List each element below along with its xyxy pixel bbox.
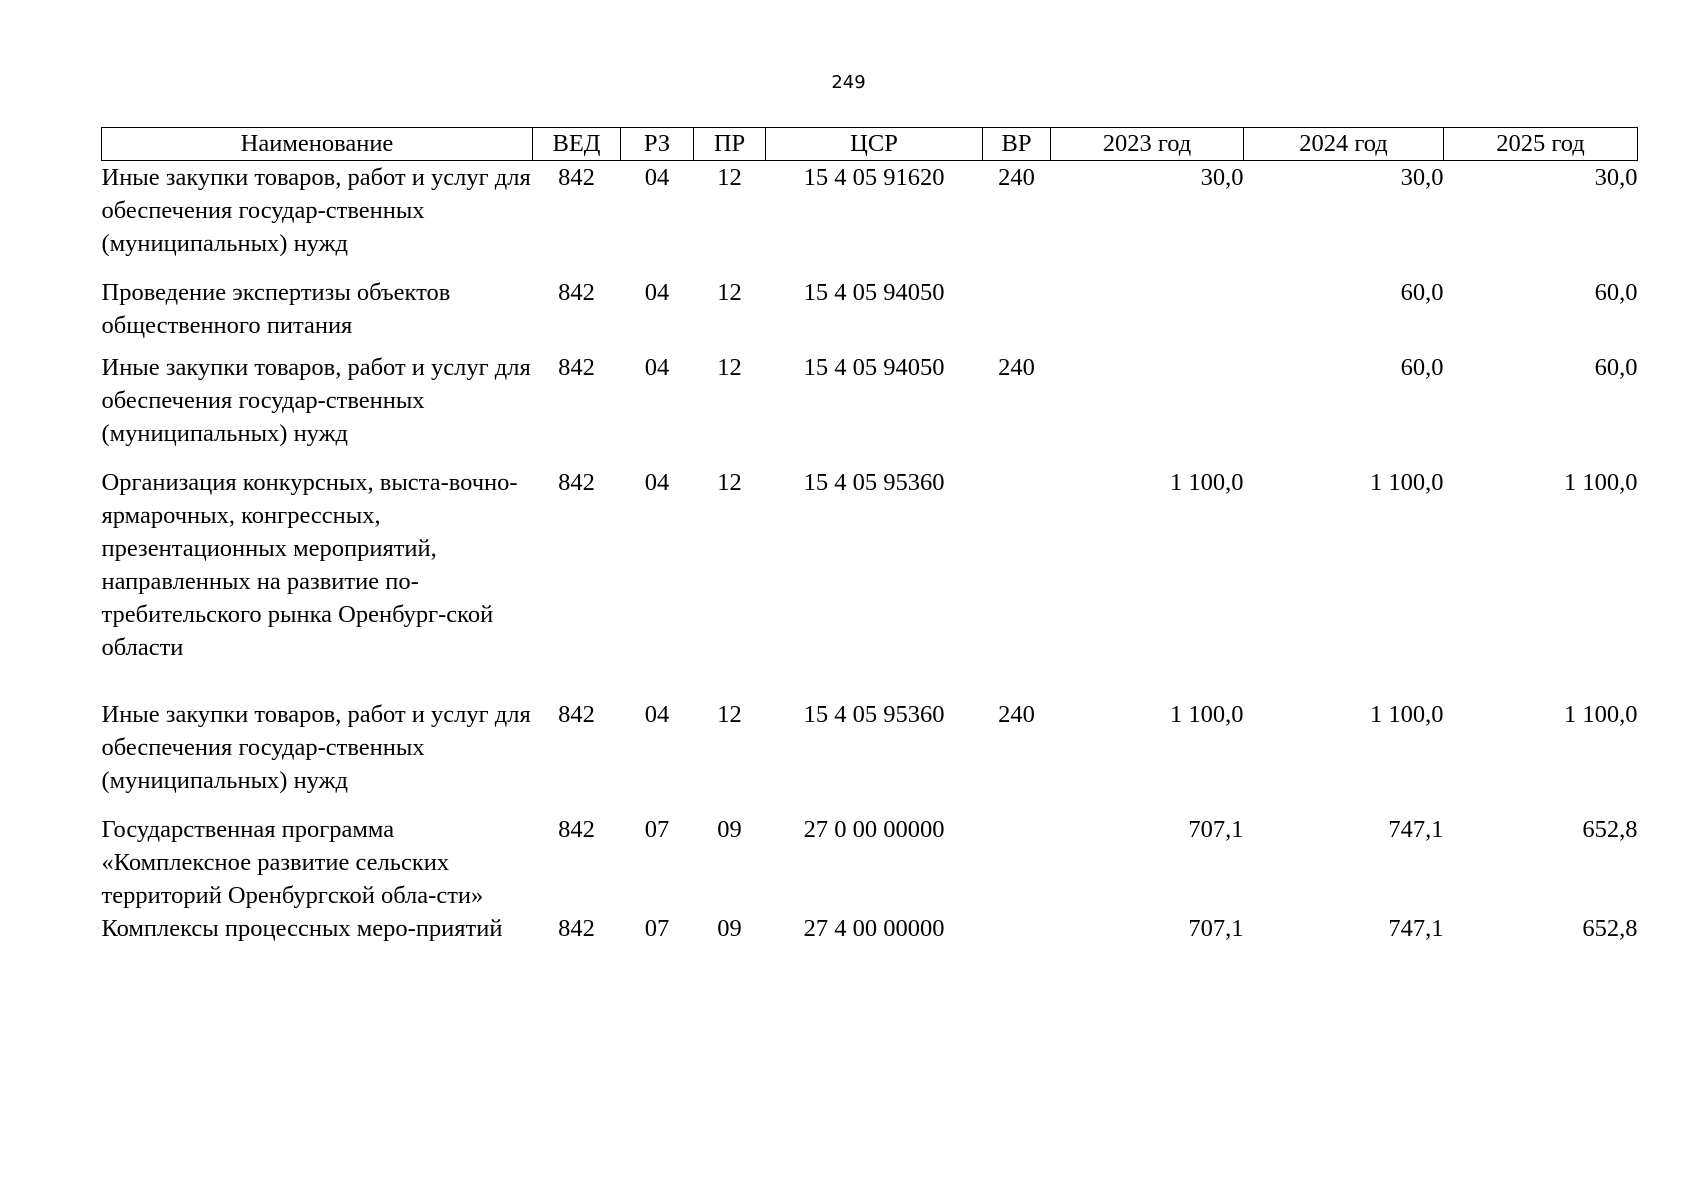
cell-2025: 1 100,0 — [1564, 469, 1638, 496]
cell-2024: 747,1 — [1388, 915, 1444, 942]
header-name: Наименование — [102, 128, 533, 161]
cell-rz: 04 — [644, 279, 670, 306]
table-row — [102, 276, 1638, 351]
cell-2024: 30,0 — [1400, 164, 1444, 191]
header-ved: ВЕД — [533, 128, 621, 161]
cell-ved: 842 — [558, 915, 595, 942]
header-2023: 2023 год — [1051, 128, 1244, 161]
cell-2024: 1 100,0 — [1370, 469, 1444, 496]
cell-csr: 15 4 05 95360 — [803, 469, 945, 496]
cell-vr — [983, 813, 1051, 912]
cell-2024: 747,1 — [1388, 816, 1444, 843]
cell-name: Государственная программа «Комплексное развитие сельских территорий Оренбургской обла-сти» — [101, 816, 484, 909]
cell-csr: 15 4 05 94050 — [803, 279, 945, 306]
cell-2023: 30,0 — [1200, 164, 1244, 191]
header-2025: 2025 год — [1444, 128, 1638, 161]
cell-ved: 842 — [558, 469, 595, 496]
table-row — [102, 912, 1638, 945]
cell-2025: 60,0 — [1594, 354, 1638, 381]
header-2024: 2024 год — [1244, 128, 1444, 161]
cell-rz: 07 — [644, 915, 670, 942]
cell-csr: 15 4 05 91620 — [803, 164, 945, 191]
budget-table — [101, 127, 1638, 945]
cell-2023: 1 100,0 — [1170, 469, 1244, 496]
cell-rz: 04 — [644, 354, 670, 381]
cell-name: Комплексы процессных меро-приятий — [101, 915, 503, 942]
cell-2023: 707,1 — [1188, 816, 1244, 843]
cell-2023 — [1051, 276, 1244, 351]
cell-pr: 12 — [717, 469, 742, 496]
cell-2024: 60,0 — [1400, 354, 1444, 381]
page-number: 249 — [831, 72, 866, 93]
cell-rz: 04 — [644, 469, 670, 496]
table-row — [102, 698, 1638, 813]
cell-ved: 842 — [558, 164, 595, 191]
cell-pr: 09 — [717, 816, 742, 843]
cell-2025: 1 100,0 — [1564, 701, 1638, 728]
cell-2023 — [1051, 351, 1244, 466]
cell-rz: 04 — [644, 701, 670, 728]
cell-rz: 04 — [644, 164, 670, 191]
cell-csr: 27 4 00 00000 — [803, 915, 945, 942]
cell-2024: 1 100,0 — [1370, 701, 1444, 728]
cell-vr — [983, 466, 1051, 698]
cell-pr: 12 — [717, 279, 742, 306]
cell-2023: 707,1 — [1188, 915, 1244, 942]
table-header-row — [102, 128, 1638, 161]
cell-2023: 1 100,0 — [1170, 701, 1244, 728]
header-pr: ПР — [694, 128, 766, 161]
cell-pr: 12 — [717, 701, 742, 728]
cell-2025: 60,0 — [1594, 279, 1638, 306]
cell-vr — [983, 276, 1051, 351]
cell-csr: 15 4 05 94050 — [803, 354, 945, 381]
cell-rz: 07 — [644, 816, 670, 843]
cell-name: Иные закупки товаров, работ и услуг для обеспечения государ-ственных (муниципальных) нужд — [101, 701, 531, 794]
cell-csr: 15 4 05 95360 — [803, 701, 945, 728]
table-row — [102, 161, 1638, 277]
cell-name: Иные закупки товаров, работ и услуг для обеспечения государ-ственных (муниципальных) нужд — [101, 164, 531, 257]
header-csr: ЦСР — [766, 128, 983, 161]
cell-pr: 12 — [717, 164, 742, 191]
cell-name: Иные закупки товаров, работ и услуг для обеспечения государ-ственных (муниципальных) нужд — [101, 354, 531, 447]
cell-ved: 842 — [558, 354, 595, 381]
cell-ved: 842 — [558, 701, 595, 728]
cell-name: Организация конкурсных, выста-вочно-ярмарочных, конгрессных, презентационных мероприятий, направленных на развитие по-требительского рынка Оренбург-ской области — [101, 469, 518, 661]
cell-vr: 240 — [998, 701, 1035, 728]
table-row — [102, 813, 1638, 912]
cell-pr: 09 — [717, 915, 742, 942]
cell-pr: 12 — [717, 354, 742, 381]
table-row — [102, 351, 1638, 466]
cell-ved: 842 — [558, 816, 595, 843]
cell-vr: 240 — [998, 164, 1035, 191]
cell-2025: 30,0 — [1594, 164, 1638, 191]
cell-name: Проведение экспертизы объектов общественного питания — [101, 279, 451, 339]
cell-vr — [983, 912, 1051, 945]
cell-2025: 652,8 — [1582, 816, 1638, 843]
header-rz: РЗ — [621, 128, 694, 161]
cell-vr: 240 — [998, 354, 1035, 381]
cell-ved: 842 — [558, 279, 595, 306]
cell-2025: 652,8 — [1582, 915, 1638, 942]
cell-csr: 27 0 00 00000 — [803, 816, 945, 843]
table-row — [102, 466, 1638, 698]
header-vr: ВР — [983, 128, 1051, 161]
cell-2024: 60,0 — [1400, 279, 1444, 306]
